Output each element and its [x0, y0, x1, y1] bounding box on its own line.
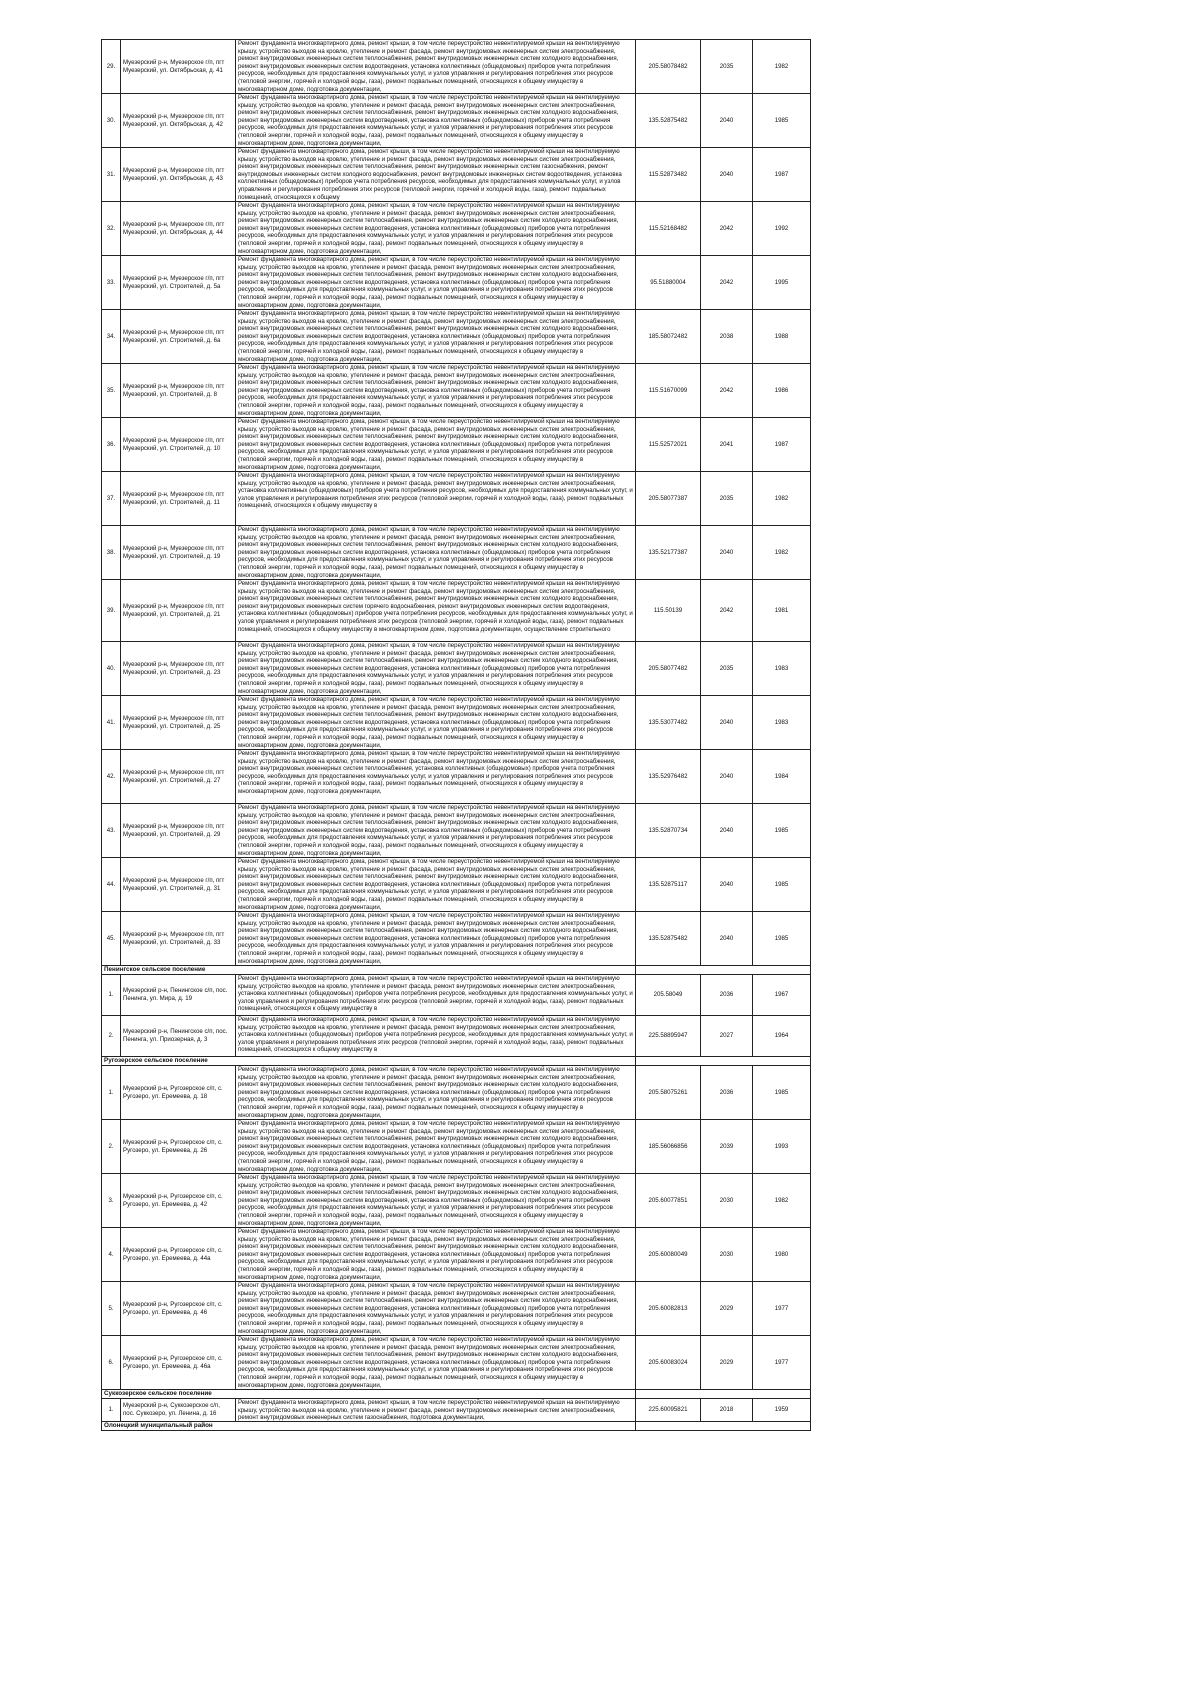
planned-year-cell: 2040 — [701, 696, 753, 750]
works-cell — [236, 1174, 636, 1228]
cost-cell: 185.58072482 — [636, 310, 701, 364]
works-cell — [236, 1399, 636, 1422]
planned-year-cell: 2030 — [701, 1174, 753, 1228]
address-cell: Муезерский р-н, Муезерское г/п, пгт Муезерский, ул. Строителей, д. 33 — [121, 912, 236, 966]
address-cell: Муезерский р-н, Муезерское г/п, пгт Муезерский, ул. Строителей, д. 21 — [121, 580, 236, 642]
build-year-cell: 1993 — [753, 1120, 811, 1174]
address-cell: Муезерский р-н, Муезерское г/п, пгт Муезерский, ул. Октябрьская, д. 43 — [121, 148, 236, 202]
table-row — [102, 642, 811, 696]
works-text: Ремонт фундамента многоквартирного дома, ремонт крыши, в том числе переустройство невентилируемой крыши на вентилируемую крышу, устройство выходов на кровлю, утепление и ремонт фасада, ремонт внутридомовых инженерных систем электроснабжения, установка коллективных (общедомовых) приборов учета потребления ресурсов, необходимых для предоставления коммунальных услуг, и узлов управления и регулирования потребления этих ресурсов (тепловой энергии, горячей и холодной воды, газа), ремонт подвальных помещений, относящихся к общему имуществу в — [238, 975, 633, 1013]
section-title: Пенингское сельское поселение — [102, 966, 636, 975]
build-year-cell: 1985 — [753, 1066, 811, 1120]
build-year-cell: 1995 — [753, 256, 811, 310]
build-year-cell: 1982 — [753, 472, 811, 526]
table-row — [102, 364, 811, 418]
works-cell — [236, 148, 636, 202]
row-number: 30. — [102, 94, 121, 148]
section-title: Олонецкий муниципальный район — [102, 1422, 636, 1431]
table-row — [102, 696, 811, 750]
planned-year-cell: 2042 — [701, 580, 753, 642]
table-row — [102, 94, 811, 148]
address-cell: Муезерский р-н, Ругозерское с/п, с. Ругозеро, ул. Еремеева, д. 46а — [121, 1336, 236, 1390]
works-cell — [236, 1228, 636, 1282]
works-cell — [236, 40, 636, 94]
section-title: Ругозерское сельское поселение — [102, 1057, 636, 1066]
planned-year-cell: 2040 — [701, 148, 753, 202]
address-cell: Муезерский р-н, Муезерское г/п, пгт Муезерский, ул. Строителей, д. 31 — [121, 858, 236, 912]
table-row — [102, 580, 811, 642]
address-cell: Муезерский р-н, Муезерское г/п, пгт Муезерский, ул. Строителей, д. 19 — [121, 526, 236, 580]
build-year-cell: 1985 — [753, 858, 811, 912]
cost-cell: 115.50139 — [636, 580, 701, 642]
planned-year-cell: 2035 — [701, 40, 753, 94]
cost-cell: 135.52870734 — [636, 804, 701, 858]
build-year-cell: 1992 — [753, 202, 811, 256]
cost-cell: 205.60082813 — [636, 1282, 701, 1336]
row-number: 38. — [102, 526, 121, 580]
build-year-cell: 1985 — [753, 94, 811, 148]
table-row — [102, 858, 811, 912]
row-number: 2. — [102, 1120, 121, 1174]
row-number: 35. — [102, 364, 121, 418]
planned-year-cell: 2018 — [701, 1399, 753, 1422]
build-year-cell: 1983 — [753, 696, 811, 750]
cost-cell: 95.51880004 — [636, 256, 701, 310]
works-text: Ремонт фундамента многоквартирного дома, ремонт крыши, в том числе переустройство невентилируемой крыши на вентилируемую крышу, устройство выходов на кровлю, утепление и ремонт фасада, ремонт внутридомовых инженерных систем электроснабжения, ремонт внутридомовых инженерных систем теплоснабжения, ремонт внутридомовых инженерных систем холодного водоснабжения, ремонт внутридомовых инженерных систем водоотведения, установка коллективных (общедомовых) приборов учета потребления ресурсов, необходимых для предоставления коммунальных услуг, и узлов управления и регулирования потребления этих ресурсов (тепловой энергии, горячей и холодной воды, газа), ремонт подвальных помещений, относящихся к общему имуществу в многоквартирном доме, подготовка документации, — [238, 364, 620, 417]
table-row — [102, 1228, 811, 1282]
build-year-cell: 1982 — [753, 40, 811, 94]
row-number: 45. — [102, 912, 121, 966]
address-cell: Муезерский р-н, Муезерское г/п, пгт Муезерский, ул. Строителей, д. 25 — [121, 696, 236, 750]
works-cell — [236, 256, 636, 310]
row-number: 4. — [102, 1228, 121, 1282]
cost-cell: 115.52873482 — [636, 148, 701, 202]
works-cell — [236, 364, 636, 418]
planned-year-cell: 2042 — [701, 256, 753, 310]
section-filler — [636, 1057, 811, 1066]
row-number: 42. — [102, 750, 121, 804]
works-text: Ремонт фундамента многоквартирного дома, ремонт крыши, в том числе переустройство невентилируемой крыши на вентилируемую крышу, устройство выходов на кровлю, утепление и ремонт фасада, ремонт внутридомовых инженерных систем электроснабжения, ремонт внутридомовых инженерных систем газоснабжения, подготовка документации, — [238, 1399, 620, 1421]
row-number: 37. — [102, 472, 121, 526]
works-text: Ремонт фундамента многоквартирного дома, ремонт крыши, в том числе переустройство невентилируемой крыши на вентилируемую крышу, устройство выходов на кровлю, утепление и ремонт фасада, ремонт внутридомовых инженерных систем электроснабжения, ремонт внутридомовых инженерных систем теплоснабжения, ремонт внутридомовых инженерных систем газоснабжения, ремонт внутридомовых инженерных систем холодного водоснабжения, ремонт внутридомовых инженерных систем водоотведения, установка коллективных (общедомовых) приборов учета потребления ресурсов, необходимых для предоставления коммунальных услуг, и узлов управления и регулирования потребления этих ресурсов (тепловой энергии, горячей и холодной воды, газа), ремонт подвальных помещений, относящихся к общему — [238, 148, 622, 201]
works-text: Ремонт фундамента многоквартирного дома, ремонт крыши, в том числе переустройство невентилируемой крыши на вентилируемую крышу, устройство выходов на кровлю, утепление и ремонт фасада, ремонт внутридомовых инженерных систем электроснабжения, ремонт внутридомовых инженерных систем теплоснабжения, ремонт внутридомовых инженерных систем холодного водоснабжения, ремонт внутридомовых инженерных систем водоотведения, установка коллективных (общедомовых) приборов учета потребления ресурсов, необходимых для предоставления коммунальных услуг, и узлов управления и регулирования потребления этих ресурсов (тепловой энергии, горячей и холодной воды, газа), ремонт подвальных помещений, относящихся к общему имуществу в многоквартирном доме, подготовка документации, — [238, 804, 620, 857]
row-number: 31. — [102, 148, 121, 202]
works-cell — [236, 1282, 636, 1336]
planned-year-cell: 2035 — [701, 472, 753, 526]
address-cell: Муезерский р-н, Ругозерское с/п, с. Ругозеро, ул. Еремеева, д. 44а — [121, 1228, 236, 1282]
build-year-cell: 1959 — [753, 1399, 811, 1422]
works-cell — [236, 696, 636, 750]
row-number: 1. — [102, 975, 121, 1016]
planned-year-cell: 2036 — [701, 1066, 753, 1120]
works-cell — [236, 858, 636, 912]
cost-cell: 205.60077851 — [636, 1174, 701, 1228]
works-text: Ремонт фундамента многоквартирного дома, ремонт крыши, в том числе переустройство невентилируемой крыши на вентилируемую крышу, устройство выходов на кровлю, утепление и ремонт фасада, ремонт внутридомовых инженерных систем электроснабжения, ремонт внутридомовых инженерных систем теплоснабжения, ремонт внутридомовых инженерных систем холодного водоснабжения, ремонт внутридомовых инженерных систем водоотведения, установка коллективных (общедомовых) приборов учета потребления ресурсов, необходимых для предоставления коммунальных услуг, и узлов управления и регулирования потребления этих ресурсов (тепловой энергии, горячей и холодной воды, газа), ремонт подвальных помещений, относящихся к общему имуществу в многоквартирном доме, подготовка документации, — [238, 94, 620, 147]
section-title: Суккозерское сельское поселение — [102, 1390, 636, 1399]
cost-cell: 135.52976482 — [636, 750, 701, 804]
address-cell: Муезерский р-н, Муезерское г/п, пгт Муезерский, ул. Строителей, д. 6а — [121, 310, 236, 364]
row-number: 33. — [102, 256, 121, 310]
address-cell: Муезерский р-н, Ругозерское с/п, с. Ругозеро, ул. Еремеева, д. 18 — [121, 1066, 236, 1120]
works-cell — [236, 94, 636, 148]
row-number: 29. — [102, 40, 121, 94]
planned-year-cell: 2040 — [701, 94, 753, 148]
table-row — [102, 40, 811, 94]
row-number: 43. — [102, 804, 121, 858]
row-number: 1. — [102, 1066, 121, 1120]
address-cell: Муезерский р-н, Муезерское г/п, пгт Муезерский, ул. Строителей, д. 27 — [121, 750, 236, 804]
build-year-cell: 1980 — [753, 1228, 811, 1282]
works-text: Ремонт фундамента многоквартирного дома, ремонт крыши, в том числе переустройство невентилируемой крыши на вентилируемую крышу, устройство выходов на кровлю, утепление и ремонт фасада, ремонт внутридомовых инженерных систем электроснабжения, ремонт внутридомовых инженерных систем теплоснабжения, ремонт внутридомовых инженерных систем холодного водоснабжения, ремонт внутридомовых инженерных систем водоотведения, установка коллективных (общедомовых) приборов учета потребления ресурсов, необходимых для предоставления коммунальных услуг, и узлов управления и регулирования потребления этих ресурсов (тепловой энергии, горячей и холодной воды, газа), ремонт подвальных помещений, относящихся к общему имуществу в многоквартирном доме, подготовка документации, — [238, 40, 620, 93]
table-row — [102, 256, 811, 310]
works-text: Ремонт фундамента многоквартирного дома, ремонт крыши, в том числе переустройство невентилируемой крыши на вентилируемую крышу, устройство выходов на кровлю, утепление и ремонт фасада, ремонт внутридомовых инженерных систем электроснабжения, установка коллективных (общедомовых) приборов учета потребления ресурсов, необходимых для предоставления коммунальных услуг, и узлов управления и регулирования потребления этих ресурсов (тепловой энергии, горячей и холодной воды, газа), ремонт подвальных помещений, относящихся к общему имуществу в — [238, 472, 633, 510]
works-cell — [236, 202, 636, 256]
build-year-cell: 1981 — [753, 580, 811, 642]
cost-cell: 205.58075261 — [636, 1066, 701, 1120]
works-cell — [236, 975, 636, 1016]
section-filler — [636, 1422, 811, 1431]
works-text: Ремонт фундамента многоквартирного дома, ремонт крыши, в том числе переустройство невентилируемой крыши на вентилируемую крышу, устройство выходов на кровлю, утепление и ремонт фасада, ремонт внутридомовых инженерных систем электроснабжения, ремонт внутридомовых инженерных систем теплоснабжения, установка коллективных (общедомовых) приборов учета потребления ресурсов, необходимых для предоставления коммунальных услуг, и узлов управления и регулирования потребления этих ресурсов (тепловой энергии, горячей и холодной воды, газа), ремонт подвальных помещений, относящихся к общему имуществу в многоквартирном доме, подготовка документации, — [238, 750, 620, 795]
planned-year-cell: 2038 — [701, 310, 753, 364]
row-number: 1. — [102, 1399, 121, 1422]
works-text: Ремонт фундамента многоквартирного дома, ремонт крыши, в том числе переустройство невентилируемой крыши на вентилируемую крышу, устройство выходов на кровлю, утепление и ремонт фасада, ремонт внутридомовых инженерных систем электроснабжения, ремонт внутридомовых инженерных систем теплоснабжения, ремонт внутридомовых инженерных систем холодного водоснабжения, ремонт внутридомовых инженерных систем водоотведения, установка коллективных (общедомовых) приборов учета потребления ресурсов, необходимых для предоставления коммунальных услуг, и узлов управления и регулирования потребления этих ресурсов (тепловой энергии, горячей и холодной воды, газа), ремонт подвальных помещений, относящихся к общему имуществу в многоквартирном доме, подготовка документации, — [238, 642, 620, 695]
row-number: 36. — [102, 418, 121, 472]
row-number: 3. — [102, 1174, 121, 1228]
works-cell — [236, 580, 636, 642]
section-filler — [636, 966, 811, 975]
address-cell: Муезерский р-н, Муезерское г/п, пгт Муезерский, ул. Октябрьская, д. 44 — [121, 202, 236, 256]
planned-year-cell: 2027 — [701, 1016, 753, 1057]
planned-year-cell: 2041 — [701, 418, 753, 472]
works-text: Ремонт фундамента многоквартирного дома, ремонт крыши, в том числе переустройство невентилируемой крыши на вентилируемую крышу, устройство выходов на кровлю, утепление и ремонт фасада, ремонт внутридомовых инженерных систем электроснабжения, ремонт внутридомовых инженерных систем теплоснабжения, ремонт внутридомовых инженерных систем холодного водоснабжения, ремонт внутридомовых инженерных систем водоотведения, установка коллективных (общедомовых) приборов учета потребления ресурсов, необходимых для предоставления коммунальных услуг, и узлов управления и регулирования потребления этих ресурсов (тепловой энергии, горячей и холодной воды, газа), ремонт подвальных помещений, относящихся к общему имуществу в многоквартирном доме, подготовка документации, — [238, 256, 620, 309]
works-text: Ремонт фундамента многоквартирного дома, ремонт крыши, в том числе переустройство невентилируемой крыши на вентилируемую крышу, устройство выходов на кровлю, утепление и ремонт фасада, ремонт внутридомовых инженерных систем электроснабжения, установка коллективных (общедомовых) приборов учета потребления ресурсов, необходимых для предоставления коммунальных услуг, и узлов управления и регулирования потребления этих ресурсов (тепловой энергии, горячей и холодной воды, газа), ремонт подвальных помещений, относящихся к общему имуществу в — [238, 1016, 633, 1054]
build-year-cell: 1983 — [753, 642, 811, 696]
works-cell — [236, 804, 636, 858]
table-row — [102, 1174, 811, 1228]
table-row — [102, 418, 811, 472]
build-year-cell: 1977 — [753, 1282, 811, 1336]
address-cell: Муезерский р-н, Муезерское г/п, пгт Муезерский, ул. Строителей, д. 11 — [121, 472, 236, 526]
table-row — [102, 472, 811, 526]
planned-year-cell: 2040 — [701, 804, 753, 858]
table-body — [102, 40, 811, 1431]
works-text: Ремонт фундамента многоквартирного дома, ремонт крыши, в том числе переустройство невентилируемой крыши на вентилируемую крышу, устройство выходов на кровлю, утепление и ремонт фасада, ремонт внутридомовых инженерных систем электроснабжения, ремонт внутридомовых инженерных систем теплоснабжения, ремонт внутридомовых инженерных систем холодного водоснабжения, ремонт внутридомовых инженерных систем водоотведения, установка коллективных (общедомовых) приборов учета потребления ресурсов, необходимых для предоставления коммунальных услуг, и узлов управления и регулирования потребления этих ресурсов (тепловой энергии, горячей и холодной воды, газа), ремонт подвальных помещений, относящихся к общему имуществу в многоквартирном доме, подготовка документации, — [238, 418, 620, 471]
build-year-cell: 1986 — [753, 364, 811, 418]
cost-cell: 115.52572021 — [636, 418, 701, 472]
works-cell — [236, 1336, 636, 1390]
works-text: Ремонт фундамента многоквартирного дома, ремонт крыши, в том числе переустройство невентилируемой крыши на вентилируемую крышу, устройство выходов на кровлю, утепление и ремонт фасада, ремонт внутридомовых инженерных систем электроснабжения, ремонт внутридомовых инженерных систем теплоснабжения, ремонт внутридомовых инженерных систем холодного водоснабжения, ремонт внутридомовых инженерных систем водоотведения, установка коллективных (общедомовых) приборов учета потребления ресурсов, необходимых для предоставления коммунальных услуг, и узлов управления и регулирования потребления этих ресурсов (тепловой энергии, горячей и холодной воды, газа), ремонт подвальных помещений, относящихся к общему имуществу в многоквартирном доме, подготовка документации, — [238, 912, 620, 965]
cost-cell: 205.58078482 — [636, 40, 701, 94]
build-year-cell: 1984 — [753, 750, 811, 804]
cost-cell: 135.52875117 — [636, 858, 701, 912]
planned-year-cell: 2042 — [701, 364, 753, 418]
address-cell: Муезерский р-н, Пенингское с/п, пос. Пенинга, ул. Приозерная, д. 3 — [121, 1016, 236, 1057]
address-cell: Муезерский р-н, Ругозерское с/п, с. Ругозеро, ул. Еремеева, д. 26 — [121, 1120, 236, 1174]
cost-cell: 185.56066856 — [636, 1120, 701, 1174]
works-cell — [236, 1066, 636, 1120]
section-filler — [636, 1390, 811, 1399]
build-year-cell: 1988 — [753, 310, 811, 364]
table-row — [102, 1336, 811, 1390]
row-number: 39. — [102, 580, 121, 642]
works-cell — [236, 418, 636, 472]
works-cell — [236, 526, 636, 580]
planned-year-cell: 2035 — [701, 642, 753, 696]
works-text: Ремонт фундамента многоквартирного дома, ремонт крыши, в том числе переустройство невентилируемой крыши на вентилируемую крышу, устройство выходов на кровлю, утепление и ремонт фасада, ремонт внутридомовых инженерных систем электроснабжения, ремонт внутридомовых инженерных систем теплоснабжения, ремонт внутридомовых инженерных систем холодного водоснабжения, ремонт внутридомовых инженерных систем водоотведения, установка коллективных (общедомовых) приборов учета потребления ресурсов, необходимых для предоставления коммунальных услуг, и узлов управления и регулирования потребления этих ресурсов (тепловой энергии, горячей и холодной воды, газа), ремонт подвальных помещений, относящихся к общему имуществу в многоквартирном доме, подготовка документации, — [238, 310, 620, 363]
section-header — [102, 966, 811, 975]
build-year-cell: 1964 — [753, 1016, 811, 1057]
address-cell: Муезерский р-н, Ругозерское с/п, с. Ругозеро, ул. Еремеева, д. 46 — [121, 1282, 236, 1336]
table-row — [102, 148, 811, 202]
works-cell — [236, 750, 636, 804]
works-text: Ремонт фундамента многоквартирного дома, ремонт крыши, в том числе переустройство невентилируемой крыши на вентилируемую крышу, устройство выходов на кровлю, утепление и ремонт фасада, ремонт внутридомовых инженерных систем электроснабжения, ремонт внутридомовых инженерных систем теплоснабжения, ремонт внутридомовых инженерных систем холодного водоснабжения, ремонт внутридомовых инженерных систем водоотведения, установка коллективных (общедомовых) приборов учета потребления ресурсов, необходимых для предоставления коммунальных услуг, и узлов управления и регулирования потребления этих ресурсов (тепловой энергии, горячей и холодной воды, газа), ремонт подвальных помещений, относящихся к общему имуществу в многоквартирном доме, подготовка документации, — [238, 1174, 620, 1227]
address-cell: Муезерский р-н, Муезерское г/п, пгт Муезерский, ул. Строителей, д. 10 — [121, 418, 236, 472]
row-number: 5. — [102, 1282, 121, 1336]
address-cell: Муезерский р-н, Муезерское г/п, пгт Муезерский, ул. Строителей, д. 23 — [121, 642, 236, 696]
section-header — [102, 1057, 811, 1066]
cost-cell: 205.58049 — [636, 975, 701, 1016]
planned-year-cell: 2040 — [701, 750, 753, 804]
cost-cell: 135.52875482 — [636, 912, 701, 966]
build-year-cell: 1967 — [753, 975, 811, 1016]
planned-year-cell: 2040 — [701, 912, 753, 966]
row-number: 44. — [102, 858, 121, 912]
planned-year-cell: 2042 — [701, 202, 753, 256]
row-number: 40. — [102, 642, 121, 696]
planned-year-cell: 2040 — [701, 526, 753, 580]
address-cell: Муезерский р-н, Муезерское г/п, пгт Муезерский, ул. Октябрьская, д. 42 — [121, 94, 236, 148]
planned-year-cell: 2040 — [701, 858, 753, 912]
repair-program-table — [101, 39, 811, 1431]
table-row — [102, 1282, 811, 1336]
works-cell — [236, 912, 636, 966]
planned-year-cell: 2030 — [701, 1228, 753, 1282]
table-row — [102, 526, 811, 580]
works-text: Ремонт фундамента многоквартирного дома, ремонт крыши, в том числе переустройство невентилируемой крыши на вентилируемую крышу, устройство выходов на кровлю, утепление и ремонт фасада, ремонт внутридомовых инженерных систем электроснабжения, ремонт внутридомовых инженерных систем теплоснабжения, ремонт внутридомовых инженерных систем холодного водоснабжения, ремонт внутридомовых инженерных систем водоотведения, установка коллективных (общедомовых) приборов учета потребления ресурсов, необходимых для предоставления коммунальных услуг, и узлов управления и регулирования потребления этих ресурсов (тепловой энергии, горячей и холодной воды, газа), ремонт подвальных помещений, относящихся к общему имуществу в многоквартирном доме, подготовка документации, — [238, 202, 620, 255]
cost-cell: 205.60083024 — [636, 1336, 701, 1390]
works-text: Ремонт фундамента многоквартирного дома, ремонт крыши, в том числе переустройство невентилируемой крыши на вентилируемую крышу, устройство выходов на кровлю, утепление и ремонт фасада, ремонт внутридомовых инженерных систем электроснабжения, ремонт внутридомовых инженерных систем теплоснабжения, ремонт внутридомовых инженерных систем холодного водоснабжения, ремонт внутридомовых инженерных систем водоотведения, установка коллективных (общедомовых) приборов учета потребления ресурсов, необходимых для предоставления коммунальных услуг, и узлов управления и регулирования потребления этих ресурсов (тепловой энергии, горячей и холодной воды, газа), ремонт подвальных помещений, относящихся к общему имуществу в многоквартирном доме, подготовка документации, — [238, 1228, 620, 1281]
table-row — [102, 1016, 811, 1057]
planned-year-cell: 2029 — [701, 1282, 753, 1336]
works-cell — [236, 1016, 636, 1057]
row-number: 34. — [102, 310, 121, 364]
address-cell: Муезерский р-н, Муезерское г/п, пгт Муезерский, ул. Октябрьская, д. 41 — [121, 40, 236, 94]
row-number: 32. — [102, 202, 121, 256]
table-row — [102, 202, 811, 256]
works-cell — [236, 472, 636, 526]
section-header — [102, 1390, 811, 1399]
address-cell: Муезерский р-н, Муезерское г/п, пгт Муезерский, ул. Строителей, д. 8 — [121, 364, 236, 418]
address-cell: Муезерский р-н, Суккозерское с/п, пос. Суккозеро, ул. Ленина, д. 16 — [121, 1399, 236, 1422]
cost-cell: 205.60080049 — [636, 1228, 701, 1282]
works-text: Ремонт фундамента многоквартирного дома, ремонт крыши, в том числе переустройство невентилируемой крыши на вентилируемую крышу, устройство выходов на кровлю, утепление и ремонт фасада, ремонт внутридомовых инженерных систем электроснабжения, ремонт внутридомовых инженерных систем теплоснабжения, ремонт внутридомовых инженерных систем холодного водоснабжения, ремонт внутридомовых инженерных систем водоотведения, установка коллективных (общедомовых) приборов учета потребления ресурсов, необходимых для предоставления коммунальных услуг, и узлов управления и регулирования потребления этих ресурсов (тепловой энергии, горячей и холодной воды, газа), ремонт подвальных помещений, относящихся к общему имуществу в многоквартирном доме, подготовка документации, — [238, 1336, 620, 1389]
planned-year-cell: 2039 — [701, 1120, 753, 1174]
works-text: Ремонт фундамента многоквартирного дома, ремонт крыши, в том числе переустройство невентилируемой крыши на вентилируемую крышу, устройство выходов на кровлю, утепление и ремонт фасада, ремонт внутридомовых инженерных систем электроснабжения, ремонт внутридомовых инженерных систем теплоснабжения, ремонт внутридомовых инженерных систем холодного водоснабжения, ремонт внутридомовых инженерных систем водоотведения, установка коллективных (общедомовых) приборов учета потребления ресурсов, необходимых для предоставления коммунальных услуг, и узлов управления и регулирования потребления этих ресурсов (тепловой энергии, горячей и холодной воды, газа), ремонт подвальных помещений, относящихся к общему имуществу в многоквартирном доме, подготовка документации, — [238, 1120, 620, 1173]
table-row — [102, 975, 811, 1016]
table-row — [102, 1066, 811, 1120]
row-number: 41. — [102, 696, 121, 750]
works-text: Ремонт фундамента многоквартирного дома, ремонт крыши, в том числе переустройство невентилируемой крыши на вентилируемую крышу, устройство выходов на кровлю, утепление и ремонт фасада, ремонт внутридомовых инженерных систем электроснабжения, ремонт внутридомовых инженерных систем теплоснабжения, ремонт внутридомовых инженерных систем холодного водоснабжения, ремонт внутридомовых инженерных систем водоотведения, установка коллективных (общедомовых) приборов учета потребления ресурсов, необходимых для предоставления коммунальных услуг, и узлов управления и регулирования потребления этих ресурсов (тепловой энергии, горячей и холодной воды, газа), ремонт подвальных помещений, относящихся к общему имуществу в многоквартирном доме, подготовка документации, — [238, 526, 620, 579]
table-row — [102, 1399, 811, 1422]
cost-cell: 225.58895947 — [636, 1016, 701, 1057]
cost-cell: 135.53077482 — [636, 696, 701, 750]
cost-cell: 115.52168482 — [636, 202, 701, 256]
build-year-cell: 1985 — [753, 804, 811, 858]
works-cell — [236, 310, 636, 364]
works-text: Ремонт фундамента многоквартирного дома, ремонт крыши, в том числе переустройство невентилируемой крыши на вентилируемую крышу, устройство выходов на кровлю, утепление и ремонт фасада, ремонт внутридомовых инженерных систем электроснабжения, ремонт внутридомовых инженерных систем теплоснабжения, ремонт внутридомовых инженерных систем холодного водоснабжения, ремонт внутридомовых инженерных систем водоотведения, установка коллективных (общедомовых) приборов учета потребления ресурсов, необходимых для предоставления коммунальных услуг, и узлов управления и регулирования потребления этих ресурсов (тепловой энергии, горячей и холодной воды, газа), ремонт подвальных помещений, относящихся к общему имуществу в многоквартирном доме, подготовка документации, — [238, 858, 620, 911]
build-year-cell: 1985 — [753, 912, 811, 966]
table-row — [102, 750, 811, 804]
cost-cell: 225.60095821 — [636, 1399, 701, 1422]
build-year-cell: 1977 — [753, 1336, 811, 1390]
build-year-cell: 1982 — [753, 526, 811, 580]
cost-cell: 205.58077387 — [636, 472, 701, 526]
works-text: Ремонт фундамента многоквартирного дома, ремонт крыши, в том числе переустройство невентилируемой крыши на вентилируемую крышу, устройство выходов на кровлю, утепление и ремонт фасада, ремонт внутридомовых инженерных систем электроснабжения, ремонт внутридомовых инженерных систем теплоснабжения, ремонт внутридомовых инженерных систем холодного водоснабжения, ремонт внутридомовых инженерных систем горячего водоснабжения, ремонт внутридомовых инженерных систем водоотведения, установка коллективных (общедомовых) приборов учета потребления ресурсов, необходимых для предоставления коммунальных услуг, и узлов управления и регулирования потребления этих ресурсов (тепловой энергии, горячей и холодной воды, газа), ремонт подвальных помещений, относящихся к общему имуществу в многоквартирном доме, подготовка документации, осуществление строительного — [238, 580, 633, 633]
build-year-cell: 1982 — [753, 1174, 811, 1228]
works-text: Ремонт фундамента многоквартирного дома, ремонт крыши, в том числе переустройство невентилируемой крыши на вентилируемую крышу, устройство выходов на кровлю, утепление и ремонт фасада, ремонт внутридомовых инженерных систем электроснабжения, ремонт внутридомовых инженерных систем теплоснабжения, ремонт внутридомовых инженерных систем холодного водоснабжения, ремонт внутридомовых инженерных систем водоотведения, установка коллективных (общедомовых) приборов учета потребления ресурсов, необходимых для предоставления коммунальных услуг, и узлов управления и регулирования потребления этих ресурсов (тепловой энергии, горячей и холодной воды, газа), ремонт подвальных помещений, относящихся к общему имуществу в многоквартирном доме, подготовка документации, — [238, 1282, 620, 1335]
cost-cell: 115.51670099 — [636, 364, 701, 418]
row-number: 6. — [102, 1336, 121, 1390]
planned-year-cell: 2029 — [701, 1336, 753, 1390]
cost-cell: 135.52177387 — [636, 526, 701, 580]
works-text: Ремонт фундамента многоквартирного дома, ремонт крыши, в том числе переустройство невентилируемой крыши на вентилируемую крышу, устройство выходов на кровлю, утепление и ремонт фасада, ремонт внутридомовых инженерных систем электроснабжения, ремонт внутридомовых инженерных систем теплоснабжения, ремонт внутридомовых инженерных систем холодного водоснабжения, ремонт внутридомовых инженерных систем водоотведения, установка коллективных (общедомовых) приборов учета потребления ресурсов, необходимых для предоставления коммунальных услуг, и узлов управления и регулирования потребления этих ресурсов (тепловой энергии, горячей и холодной воды, газа), ремонт подвальных помещений, относящихся к общему имуществу в многоквартирном доме, подготовка документации, — [238, 696, 620, 749]
row-number: 2. — [102, 1016, 121, 1057]
planned-year-cell: 2036 — [701, 975, 753, 1016]
build-year-cell: 1987 — [753, 418, 811, 472]
table-row — [102, 804, 811, 858]
cost-cell: 135.52875482 — [636, 94, 701, 148]
address-cell: Муезерский р-н, Ругозерское с/п, с. Ругозеро, ул. Еремеева, д. 42 — [121, 1174, 236, 1228]
address-cell: Муезерский р-н, Пенингское с/п, пос. Пенинга, ул. Мира, д. 19 — [121, 975, 236, 1016]
cost-cell: 205.58077482 — [636, 642, 701, 696]
address-cell: Муезерский р-н, Муезерское г/п, пгт Муезерский, ул. Строителей, д. 29 — [121, 804, 236, 858]
repair-program-sheet — [101, 39, 810, 1431]
works-cell — [236, 1120, 636, 1174]
build-year-cell: 1987 — [753, 148, 811, 202]
section-header — [102, 1422, 811, 1431]
table-row — [102, 1120, 811, 1174]
table-row — [102, 912, 811, 966]
address-cell: Муезерский р-н, Муезерское г/п, пгт Муезерский, ул. Строителей, д. 5а — [121, 256, 236, 310]
works-cell — [236, 642, 636, 696]
works-text: Ремонт фундамента многоквартирного дома, ремонт крыши, в том числе переустройство невентилируемой крыши на вентилируемую крышу, устройство выходов на кровлю, утепление и ремонт фасада, ремонт внутридомовых инженерных систем электроснабжения, ремонт внутридомовых инженерных систем теплоснабжения, ремонт внутридомовых инженерных систем холодного водоснабжения, ремонт внутридомовых инженерных систем водоотведения, установка коллективных (общедомовых) приборов учета потребления ресурсов, необходимых для предоставления коммунальных услуг, и узлов управления и регулирования потребления этих ресурсов (тепловой энергии, горячей и холодной воды, газа), ремонт подвальных помещений, относящихся к общему имуществу в многоквартирном доме, подготовка документации, — [238, 1066, 620, 1119]
table-row — [102, 310, 811, 364]
